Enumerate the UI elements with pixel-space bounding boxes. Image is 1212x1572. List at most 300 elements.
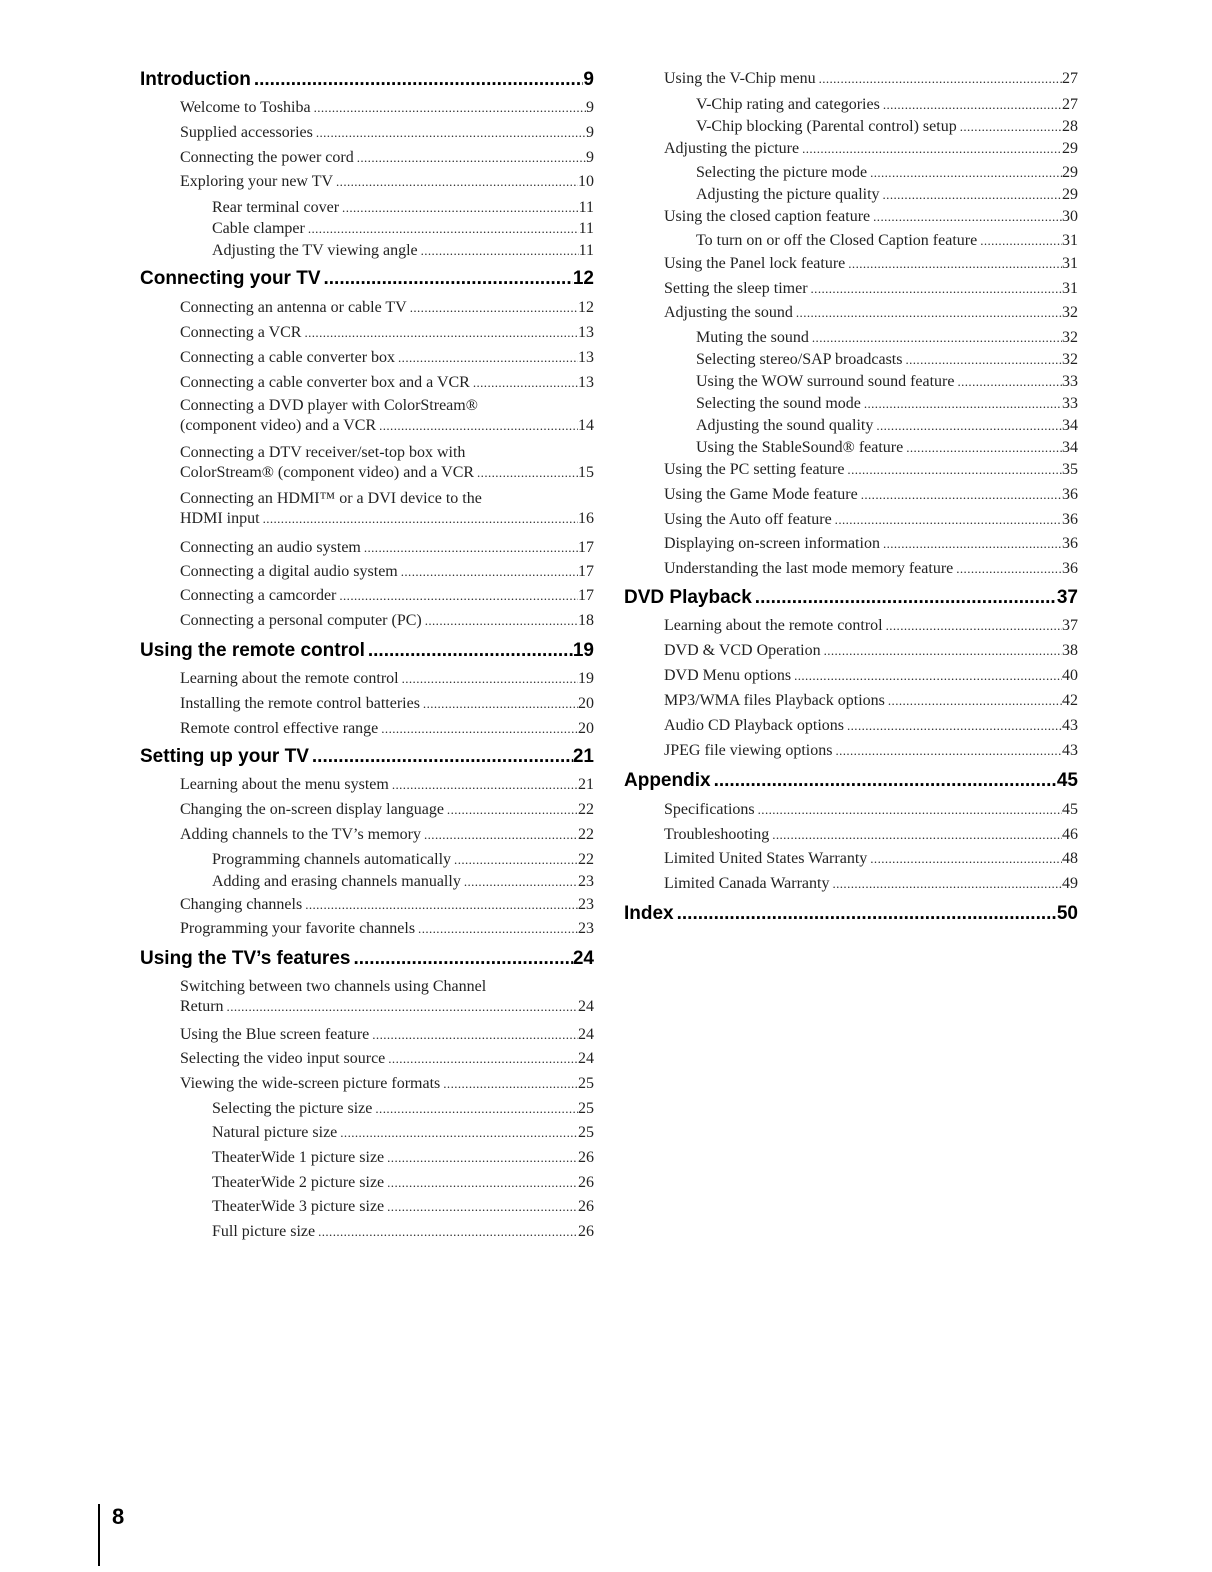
toc-page-number: 31 <box>1062 255 1078 272</box>
toc-page-number: 13 <box>578 349 594 366</box>
dot-leader <box>845 254 1062 274</box>
toc-entry[interactable] <box>180 1074 594 1094</box>
toc-page-number: 18 <box>578 612 594 629</box>
toc-page-number: 16 <box>578 510 594 527</box>
toc-entry[interactable] <box>212 1148 594 1168</box>
toc-page-number: 32 <box>1062 304 1078 321</box>
toc-entry-label: Selecting the sound mode <box>696 395 861 412</box>
toc-entry[interactable] <box>212 1123 594 1143</box>
dot-leader <box>372 1099 578 1119</box>
toc-page-number: 33 <box>1062 373 1078 390</box>
dot-leader <box>365 640 573 662</box>
toc-page-number: 31 <box>1062 280 1078 297</box>
toc-heading-label: Connecting your TV <box>140 268 321 289</box>
toc-heading-label: DVD Playback <box>624 587 752 608</box>
dot-leader <box>350 948 572 970</box>
toc-entry-label: Setting the sleep timer <box>664 280 808 297</box>
toc-heading-label: Using the remote control <box>140 640 365 661</box>
toc-page-number: 24 <box>572 948 594 969</box>
toc-entry[interactable] <box>180 895 594 915</box>
toc-heading[interactable] <box>624 903 1078 925</box>
toc-entry[interactable] <box>664 460 1078 480</box>
toc-entry[interactable] <box>180 148 594 168</box>
toc-entry-label: Connecting a personal computer (PC) <box>180 612 422 629</box>
dot-leader <box>418 241 579 261</box>
toc-page-number: 21 <box>572 746 594 767</box>
toc-entry-label: Programming channels automatically <box>212 851 452 868</box>
toc-page-number: 24 <box>578 998 594 1015</box>
toc-heading-label: Setting up your TV <box>140 746 309 767</box>
dot-leader <box>398 562 578 582</box>
toc-entry[interactable] <box>664 279 1078 299</box>
dot-leader <box>260 509 578 529</box>
toc-page-number: 17 <box>578 587 594 604</box>
dot-leader <box>880 185 1062 205</box>
toc-entry[interactable] <box>664 691 1078 711</box>
toc-entry-label: Selecting the video input source <box>180 1050 386 1067</box>
toc-heading[interactable] <box>140 268 594 290</box>
dot-leader <box>861 394 1062 414</box>
toc-entry[interactable] <box>180 669 594 689</box>
toc-entry-label: TheaterWide 1 picture size <box>212 1149 385 1166</box>
toc-entry-label: Learning about the remote control <box>664 617 883 634</box>
toc-entry-label: To turn on or off the Closed Caption feature <box>696 232 978 249</box>
toc-page-number: 12 <box>578 299 594 316</box>
toc-entry[interactable] <box>180 373 594 393</box>
dot-leader <box>333 172 578 192</box>
toc-entry[interactable] <box>696 185 1078 205</box>
dot-leader <box>369 1025 578 1045</box>
dot-leader <box>793 303 1062 323</box>
toc-entry[interactable] <box>664 666 1078 686</box>
dot-leader <box>752 587 1057 609</box>
toc-entry[interactable] <box>664 485 1078 505</box>
toc-entry[interactable] <box>696 163 1078 183</box>
dot-leader <box>399 669 578 689</box>
toc-heading[interactable] <box>624 770 1078 792</box>
toc-entry[interactable] <box>180 775 594 795</box>
dot-leader <box>711 770 1057 792</box>
dot-leader <box>870 207 1062 227</box>
toc-entry-label: Selecting stereo/SAP broadcasts <box>696 351 903 368</box>
toc-heading[interactable] <box>140 640 594 662</box>
toc-entry[interactable] <box>212 1222 594 1242</box>
dot-leader <box>384 1197 578 1217</box>
toc-page-number: 49 <box>1062 875 1078 892</box>
toc-page-number: 26 <box>578 1198 594 1215</box>
toc-entry[interactable] <box>180 611 594 631</box>
toc-entry[interactable] <box>664 534 1078 554</box>
toc-entry[interactable] <box>664 874 1078 894</box>
toc-entry-label: Muting the sound <box>696 329 809 346</box>
toc-entry[interactable] <box>180 298 594 318</box>
toc-entry[interactable] <box>180 1025 594 1045</box>
toc-heading-label: Index <box>624 903 674 924</box>
toc-page-number: 48 <box>1062 850 1078 867</box>
toc-entry[interactable] <box>180 562 594 582</box>
toc-entry-label: Adjusting the picture <box>664 140 800 157</box>
toc-entry-label: Adjusting the sound <box>664 304 793 321</box>
toc-entry-label-line2: HDMI input <box>180 510 260 527</box>
toc-entry-label: Welcome to Toshiba <box>180 99 311 116</box>
toc-page-number: 13 <box>578 374 594 391</box>
dot-leader <box>902 350 1062 370</box>
toc-heading-label: Using the TV’s features <box>140 948 351 969</box>
toc-page-number: 9 <box>583 69 594 90</box>
toc-entry-label: Learning about the remote control <box>180 670 399 687</box>
toc-entry[interactable] <box>212 219 594 239</box>
toc-page-number: 13 <box>578 324 594 341</box>
toc-entry-label: Using the Game Mode feature <box>664 486 858 503</box>
toc-entry-label: TheaterWide 2 picture size <box>212 1174 385 1191</box>
toc-page-number: 9 <box>586 124 594 141</box>
toc-entry-label: Connecting a digital audio system <box>180 563 398 580</box>
toc-page-number: 11 <box>578 199 594 216</box>
toc-page-number: 20 <box>578 695 594 712</box>
dot-leader <box>415 919 578 939</box>
dot-leader <box>903 438 1062 458</box>
toc-page-number: 9 <box>586 99 594 116</box>
toc-page-number: 29 <box>1062 164 1078 181</box>
dot-leader <box>880 95 1062 115</box>
toc-page-number: 31 <box>1062 232 1078 249</box>
dot-leader <box>844 716 1062 736</box>
toc-entry-label: Remote control effective range <box>180 720 379 737</box>
dot-leader <box>829 874 1062 894</box>
toc-page-number: 46 <box>1062 826 1078 843</box>
toc-entry-label: Adjusting the picture quality <box>696 186 880 203</box>
toc-page-number: 17 <box>578 563 594 580</box>
toc-entry-label: Connecting the power cord <box>180 149 354 166</box>
toc-entry[interactable] <box>212 1173 594 1193</box>
toc-entry-label-line2: (component video) and a VCR <box>180 417 377 434</box>
toc-entry-label-line1: Connecting an HDMI™ or a DVI device to the <box>180 490 482 507</box>
dot-leader <box>389 775 578 795</box>
toc-entry[interactable] <box>696 438 1078 458</box>
dot-leader <box>336 586 578 606</box>
toc-entry[interactable] <box>696 328 1078 348</box>
toc-page-number: 26 <box>578 1223 594 1240</box>
toc-entry[interactable] <box>664 510 1078 530</box>
toc-page-number: 22 <box>578 851 594 868</box>
toc-page-number: 35 <box>1062 461 1078 478</box>
toc-page-number: 23 <box>578 873 594 890</box>
dot-leader <box>867 849 1062 869</box>
toc-entry[interactable] <box>180 977 594 1017</box>
toc-entry-label: Adding channels to the TV’s memory <box>180 826 421 843</box>
toc-entry-label-line1: Connecting a DTV receiver/set-top box with <box>180 444 466 461</box>
toc-page-number: 17 <box>578 539 594 556</box>
toc-entry-label: Displaying on-screen information <box>664 535 880 552</box>
dot-leader <box>885 691 1062 711</box>
toc-page-number: 23 <box>578 896 594 913</box>
dot-leader <box>474 463 578 483</box>
dot-leader <box>422 611 578 631</box>
toc-entry-label: V-Chip rating and categories <box>696 96 880 113</box>
toc-page-number: 43 <box>1062 717 1078 734</box>
toc-entry-label: Connecting a VCR <box>180 324 302 341</box>
dot-leader <box>251 69 584 91</box>
dot-leader <box>361 538 578 558</box>
toc-entry[interactable] <box>664 303 1078 323</box>
toc-page-number: 19 <box>572 640 594 661</box>
toc-entry-label: Limited Canada Warranty <box>664 875 830 892</box>
toc-heading[interactable] <box>624 587 1078 609</box>
toc-entry-label-line1: Connecting a DVD player with ColorStream® <box>180 397 478 414</box>
toc-entry[interactable] <box>664 716 1078 736</box>
toc-page-number: 25 <box>578 1100 594 1117</box>
dot-leader <box>791 666 1062 686</box>
toc-entry-label: Connecting an antenna or cable TV <box>180 299 407 316</box>
toc-entry-label: Adjusting the sound quality <box>696 417 874 434</box>
dot-leader <box>799 139 1062 159</box>
toc-entry-label: Connecting a camcorder <box>180 587 337 604</box>
toc-entry[interactable] <box>212 1197 594 1217</box>
toc-entry[interactable] <box>180 396 594 436</box>
toc-entry[interactable] <box>180 489 594 529</box>
toc-entry[interactable] <box>180 98 594 118</box>
dot-leader <box>420 694 578 714</box>
toc-entry-label: Connecting an audio system <box>180 539 361 556</box>
toc-page-number: 27 <box>1062 96 1078 113</box>
dot-leader <box>376 416 578 436</box>
dot-leader <box>311 98 586 118</box>
toc-entry[interactable] <box>212 198 594 218</box>
toc-entry[interactable] <box>664 616 1078 636</box>
toc-entry-label: Using the WOW surround sound feature <box>696 373 955 390</box>
toc-entry-label: Selecting the picture mode <box>696 164 868 181</box>
toc-entry[interactable] <box>664 139 1078 159</box>
dot-leader <box>977 231 1062 251</box>
toc-page-number: 37 <box>1062 617 1078 634</box>
toc-heading-label: Appendix <box>624 770 711 791</box>
toc-entry[interactable] <box>180 919 594 939</box>
toc-page-number: 24 <box>578 1026 594 1043</box>
toc-page-number: 45 <box>1056 770 1078 791</box>
dot-leader <box>337 1123 578 1143</box>
dot-leader <box>301 323 578 343</box>
toc-page-number: 36 <box>1062 511 1078 528</box>
toc-page-number: 20 <box>578 720 594 737</box>
toc-entry-label: Using the Blue screen feature <box>180 1026 370 1043</box>
toc-page-number: 9 <box>586 149 594 166</box>
dot-leader <box>451 850 578 870</box>
toc-entry-label: Natural picture size <box>212 1124 338 1141</box>
toc-entry-label: Using the V-Chip menu <box>664 70 816 87</box>
toc-entry-label: Using the Panel lock feature <box>664 255 846 272</box>
dot-leader <box>769 825 1062 845</box>
toc-page-number: 23 <box>578 920 594 937</box>
toc-entry[interactable] <box>696 394 1078 414</box>
toc-entry[interactable] <box>212 872 594 892</box>
dot-leader <box>674 903 1057 925</box>
toc-entry-label: Using the StableSound® feature <box>696 439 904 456</box>
toc-entry[interactable] <box>664 825 1078 845</box>
toc-entry-label: Learning about the menu system <box>180 776 389 793</box>
toc-entry[interactable] <box>180 586 594 606</box>
toc-page-number: 10 <box>578 173 594 190</box>
toc-page-number: 43 <box>1062 742 1078 759</box>
toc-page-number: 30 <box>1062 208 1078 225</box>
toc-page-number: 50 <box>1056 903 1078 924</box>
toc-entry-label: TheaterWide 3 picture size <box>212 1198 385 1215</box>
toc-entry-label: Adding and erasing channels manually <box>212 873 461 890</box>
toc-entry[interactable] <box>212 850 594 870</box>
toc-page-number: 29 <box>1062 140 1078 157</box>
dot-leader <box>395 348 578 368</box>
toc-heading[interactable] <box>140 746 594 768</box>
dot-leader <box>883 616 1062 636</box>
toc-entry[interactable] <box>180 719 594 739</box>
toc-entry[interactable] <box>664 207 1078 227</box>
toc-entry-label: JPEG file viewing options <box>664 742 833 759</box>
dot-leader <box>832 741 1062 761</box>
toc-page-number: 25 <box>578 1075 594 1092</box>
toc-entry[interactable] <box>180 694 594 714</box>
toc-entry[interactable] <box>664 254 1078 274</box>
toc-entry[interactable] <box>180 443 594 483</box>
dot-leader <box>384 1173 578 1193</box>
toc-entry[interactable] <box>696 117 1078 137</box>
toc-entry-label: DVD Menu options <box>664 667 792 684</box>
toc-page-number: 22 <box>578 826 594 843</box>
dot-leader <box>809 328 1062 348</box>
toc-entry-label: Using the closed caption feature <box>664 208 871 225</box>
toc-entry[interactable] <box>212 1099 594 1119</box>
toc-entry[interactable] <box>180 538 594 558</box>
dot-leader <box>384 1148 578 1168</box>
toc-entry-label: Understanding the last mode memory feature <box>664 560 954 577</box>
toc-entry-label: Changing channels <box>180 896 303 913</box>
toc-entry-label: V-Chip blocking (Parental control) setup <box>696 118 957 135</box>
toc-entry[interactable] <box>180 323 594 343</box>
toc-entry-label-line2: Return <box>180 998 224 1015</box>
toc-entry-label: Programming your favorite channels <box>180 920 416 937</box>
toc-page-number: 22 <box>578 801 594 818</box>
toc-entry[interactable] <box>664 741 1078 761</box>
toc-page-number: 21 <box>578 776 594 793</box>
toc-entry-label: Using the PC setting feature <box>664 461 845 478</box>
page-number: 8 <box>112 1504 125 1529</box>
toc-page-number: 36 <box>1062 486 1078 503</box>
toc-entry-label: Using the Auto off feature <box>664 511 832 528</box>
dot-leader <box>880 534 1062 554</box>
dot-leader <box>309 746 573 768</box>
toc-entry[interactable] <box>696 372 1078 392</box>
dot-leader <box>321 268 573 290</box>
toc-page-number: 26 <box>578 1174 594 1191</box>
dot-leader <box>305 219 579 239</box>
toc-heading[interactable] <box>140 69 594 91</box>
toc-entry-label: Full picture size <box>212 1223 316 1240</box>
toc-page-number: 33 <box>1062 395 1078 412</box>
dot-leader <box>339 198 579 218</box>
toc-entry[interactable] <box>696 231 1078 251</box>
toc-page-number: 19 <box>578 670 594 687</box>
toc-entry[interactable] <box>664 69 1078 89</box>
toc-entry[interactable] <box>696 95 1078 115</box>
toc-page-number: 45 <box>1062 801 1078 818</box>
toc-page-number: 34 <box>1062 417 1078 434</box>
dot-leader <box>873 416 1062 436</box>
dot-leader <box>440 1074 578 1094</box>
toc-entry-label: Troubleshooting <box>664 826 770 843</box>
dot-leader <box>953 559 1062 579</box>
toc-entry[interactable] <box>696 350 1078 370</box>
toc-page-number: 32 <box>1062 351 1078 368</box>
toc-entry[interactable] <box>180 800 594 820</box>
toc-page-number: 38 <box>1062 642 1078 659</box>
toc-page-number: 36 <box>1062 535 1078 552</box>
toc-page-number: 34 <box>1062 439 1078 456</box>
toc-page-number: 36 <box>1062 560 1078 577</box>
toc-entry[interactable] <box>664 849 1078 869</box>
toc-page-number: 15 <box>578 464 594 481</box>
toc-entry-label: Cable clamper <box>212 220 305 237</box>
dot-leader <box>224 997 578 1017</box>
toc-entry[interactable] <box>180 123 594 143</box>
toc-entry-label: Audio CD Playback options <box>664 717 844 734</box>
toc-entry[interactable] <box>212 241 594 261</box>
toc-entry[interactable] <box>180 172 594 192</box>
dot-leader <box>315 1222 578 1242</box>
toc-entry[interactable] <box>664 641 1078 661</box>
toc-page-number: 40 <box>1062 667 1078 684</box>
toc-page-number: 14 <box>578 417 594 434</box>
toc-entry-label: Supplied accessories <box>180 124 313 141</box>
toc-page-number: 28 <box>1062 118 1078 135</box>
toc-entry-label-line1: Switching between two channels using Channel <box>180 978 487 995</box>
toc-entry[interactable] <box>180 1049 594 1069</box>
dot-leader <box>313 123 586 143</box>
toc-entry[interactable] <box>664 559 1078 579</box>
toc-page-number: 26 <box>578 1149 594 1166</box>
toc-entry[interactable] <box>696 416 1078 436</box>
toc-entry-label-line2: ColorStream® (component video) and a VCR <box>180 464 475 481</box>
toc-entry-label: Exploring your new TV <box>180 173 334 190</box>
toc-page-number: 27 <box>1062 70 1078 87</box>
dot-leader <box>844 460 1062 480</box>
toc-entry[interactable] <box>180 348 594 368</box>
toc-entry[interactable] <box>180 825 594 845</box>
toc-entry-label: MP3/WMA files Playback options <box>664 692 885 709</box>
toc-page-number: 42 <box>1062 692 1078 709</box>
toc-page-number: 11 <box>578 242 594 259</box>
toc-entry-label: DVD & VCD Operation <box>664 642 821 659</box>
toc-entry-label: Installing the remote control batteries <box>180 695 420 712</box>
dot-leader <box>867 163 1062 183</box>
toc-entry-label: Viewing the wide-screen picture formats <box>180 1075 441 1092</box>
dot-leader <box>821 641 1062 661</box>
toc-page-number: 37 <box>1056 587 1078 608</box>
dot-leader <box>858 485 1062 505</box>
dot-leader <box>755 800 1062 820</box>
toc-page-number: 29 <box>1062 186 1078 203</box>
dot-leader <box>302 895 578 915</box>
toc-entry-label: Changing the on-screen display language <box>180 801 444 818</box>
toc-entry-label: Connecting a cable converter box and a VCR <box>180 374 470 391</box>
dot-leader <box>832 510 1062 530</box>
toc-entry-label: Limited United States Warranty <box>664 850 868 867</box>
toc-heading[interactable] <box>140 948 594 970</box>
dot-leader <box>385 1049 578 1069</box>
dot-leader <box>470 373 578 393</box>
dot-leader <box>816 69 1062 89</box>
toc-entry[interactable] <box>664 800 1078 820</box>
toc-entry-label: Rear terminal cover <box>212 199 340 216</box>
toc-entry-label: Selecting the picture size <box>212 1100 373 1117</box>
toc-entry-label: Specifications <box>664 801 755 818</box>
